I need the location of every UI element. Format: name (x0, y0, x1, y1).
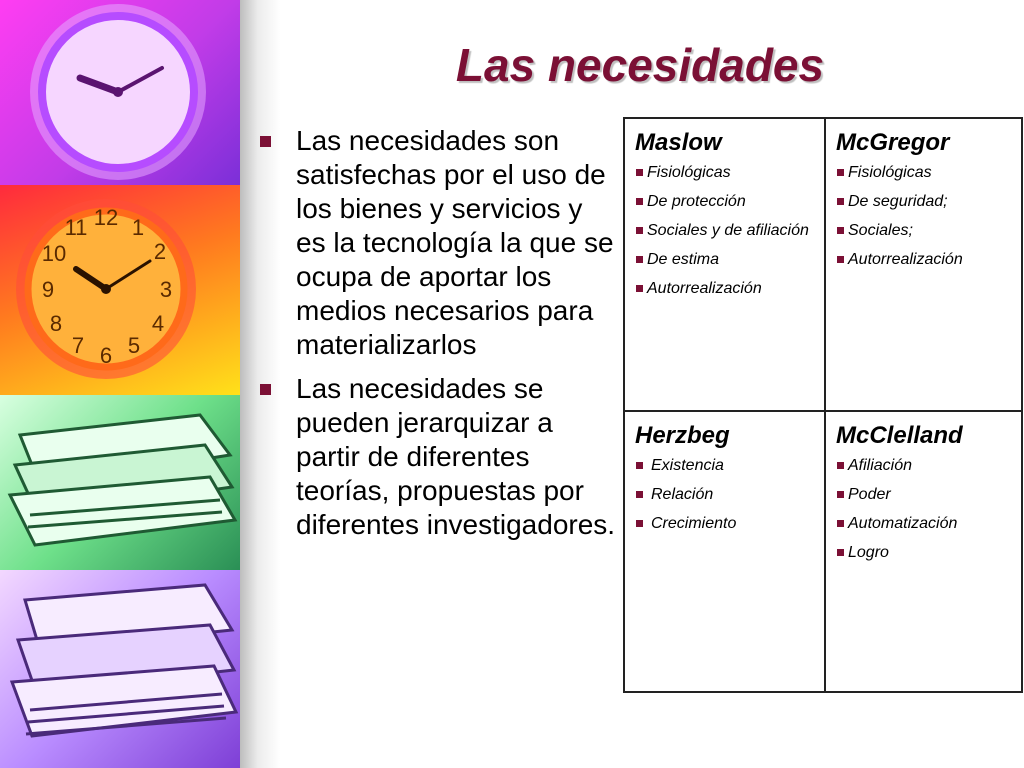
theory-item-text: Afiliación (848, 457, 913, 474)
clock-numeral: 11 (64, 215, 88, 240)
books-icon (0, 395, 240, 570)
theory-list-item (836, 543, 1011, 563)
theory-item-text: Automatización (848, 515, 958, 532)
theory-list (635, 163, 814, 299)
clock-icon (0, 185, 240, 395)
theory-item-text: Crecimiento (651, 515, 737, 532)
square-bullet-icon (837, 169, 844, 176)
square-bullet-icon (636, 227, 643, 234)
theory-list-item (635, 250, 814, 270)
square-bullet-icon (636, 520, 643, 527)
clock-photo-magenta (0, 0, 240, 185)
theory-cell-herzbeg (625, 412, 826, 691)
theory-item-text: Logro (848, 544, 889, 561)
theory-list-item (836, 221, 1011, 241)
theory-list-item (635, 163, 814, 183)
square-bullet-icon (837, 198, 844, 205)
theory-cell-mcclelland (826, 412, 1021, 691)
theory-cell-maslow (625, 119, 826, 412)
theory-item-text: Relación (651, 486, 714, 503)
bullet-list (258, 124, 618, 552)
theory-list (836, 163, 1011, 270)
clock-numeral: 3 (159, 277, 173, 302)
clock-numeral: 2 (153, 239, 167, 264)
books-photo-violet (0, 570, 240, 768)
square-bullet-icon (837, 549, 844, 556)
theory-heading: Maslow (635, 129, 722, 156)
theory-list-item (836, 485, 1011, 505)
theory-item-text: De seguridad; (848, 193, 948, 210)
theory-list-item (635, 485, 814, 505)
square-bullet-icon (636, 256, 643, 263)
clock-icon (0, 0, 240, 185)
square-bullet-icon (636, 198, 643, 205)
square-bullet-icon (837, 520, 844, 527)
square-bullet-icon (636, 285, 643, 292)
theory-list-item (635, 279, 814, 299)
theories-table (623, 117, 1023, 693)
theory-item-text: Sociales; (848, 222, 913, 239)
clock-numeral: 4 (151, 311, 165, 336)
theory-item-text: De protección (647, 193, 746, 210)
clock-numeral: 5 (127, 333, 141, 358)
square-bullet-icon (837, 256, 844, 263)
square-bullet-icon (260, 384, 271, 395)
slide-title: Las necesidades (455, 39, 825, 91)
clock-numeral: 7 (71, 333, 85, 358)
clock-numeral: 1 (131, 215, 145, 240)
theory-item-text: Autorrealización (848, 251, 963, 268)
square-bullet-icon (837, 227, 844, 234)
books-photo-green (0, 395, 240, 570)
square-bullet-icon (636, 491, 643, 498)
theory-list (836, 456, 1011, 563)
theory-item-text: Poder (848, 486, 891, 503)
square-bullet-icon (260, 136, 271, 147)
theory-list-item (836, 250, 1011, 270)
bullet-item (258, 124, 618, 362)
theory-list-item (635, 456, 814, 476)
clock-numeral: 6 (99, 343, 113, 368)
theory-heading: Herzbeg (635, 422, 730, 449)
square-bullet-icon (837, 462, 844, 469)
bullet-item (258, 372, 618, 542)
theory-list-item (635, 192, 814, 212)
square-bullet-icon (636, 462, 643, 469)
theory-heading: McClelland (836, 422, 963, 449)
theory-list-item (836, 192, 1011, 212)
clock-numeral: 9 (41, 277, 55, 302)
square-bullet-icon (636, 169, 643, 176)
bullet-text: Las necesidades se pueden jerarquizar a partir de diferentes teorías, propuestas por diferentes investigadores. (296, 373, 616, 540)
bullet-text: Las necesidades son satisfechas por el uso de los bienes y servicios y es la tecnología la que se ocupa de aportar los medios necesarios para materializarlos (296, 125, 614, 360)
square-bullet-icon (837, 491, 844, 498)
decorative-photo-strip (0, 0, 240, 768)
theory-list-item (635, 514, 814, 534)
theory-item-text: Autorrealización (647, 280, 762, 297)
books-icon (0, 570, 240, 768)
theory-item-text: Sociales y de afiliación (647, 222, 809, 239)
theory-list-item (635, 221, 814, 241)
theory-list (635, 456, 814, 534)
clock-numeral: 8 (49, 311, 63, 336)
theory-list-item (836, 514, 1011, 534)
theory-item-text: Fisiológicas (647, 164, 731, 181)
theory-item-text: Fisiológicas (848, 164, 932, 181)
theory-cell-mcgregor (826, 119, 1021, 412)
theory-item-text: De estima (647, 251, 720, 268)
clock-numeral: 12 (93, 205, 119, 230)
theory-list-item (836, 456, 1011, 476)
clock-photo-orange (0, 185, 240, 395)
theory-list-item (836, 163, 1011, 183)
theory-item-text: Existencia (651, 457, 724, 474)
clock-numeral: 10 (41, 241, 67, 266)
theory-heading: McGregor (836, 129, 950, 156)
